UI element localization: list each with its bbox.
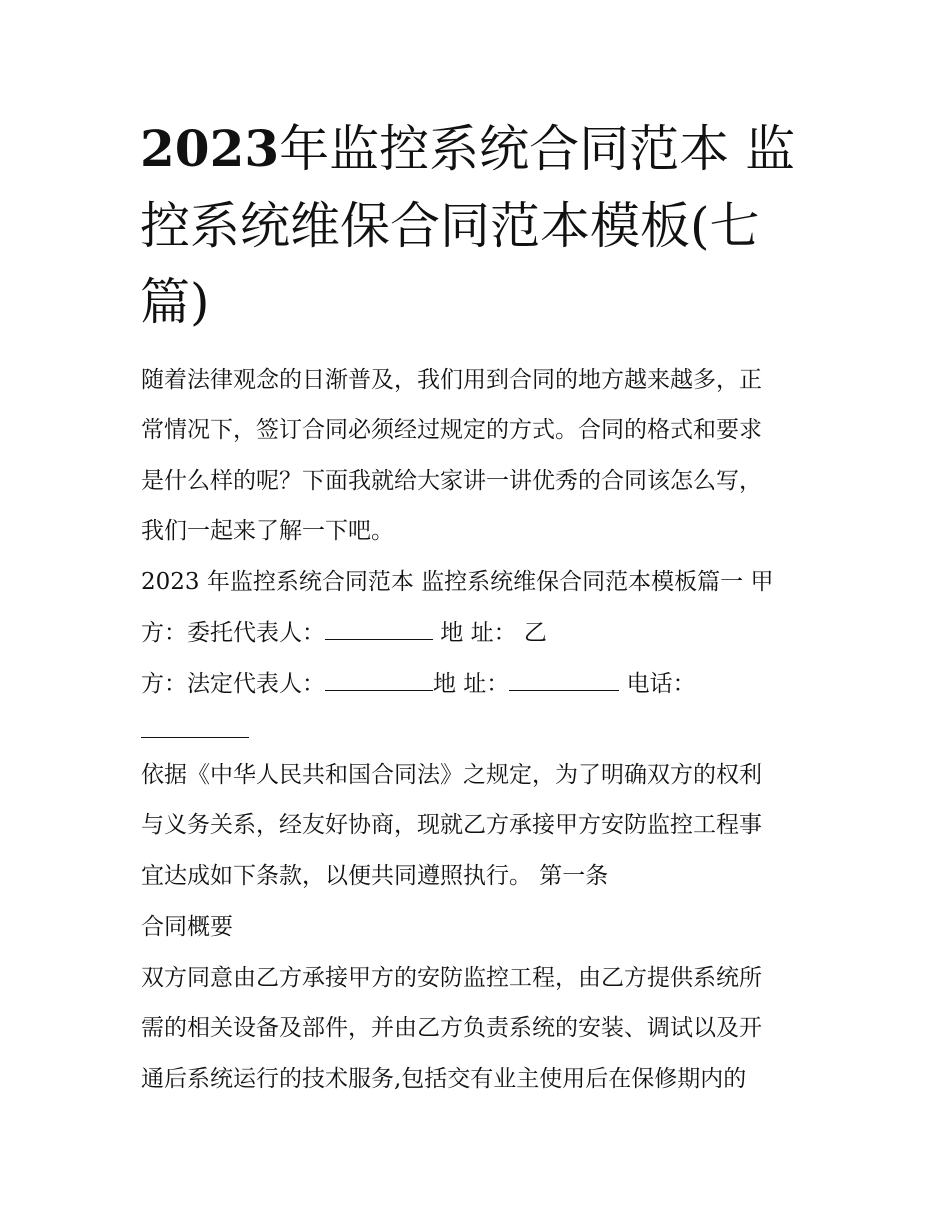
intro-line-2: 常情况下，签订合同必须经过规定的方式。合同的格式和要求 xyxy=(141,417,762,443)
party-a-address-label: 地 址： 乙 xyxy=(433,620,547,646)
party-b-rep-label: 方：法定代表人： xyxy=(141,671,325,697)
article-line-1: 双方同意由乙方承接甲方的安防监控工程，由乙方提供系统所 xyxy=(141,965,762,991)
intro-line-1: 随着法律观念的日渐普及，我们用到合同的地方越来越多，正 xyxy=(141,367,762,393)
party-b-address-blank xyxy=(509,670,619,691)
party-a-rep-label: 方：委托代表人： xyxy=(141,620,325,646)
party-b-address-label: 地 址： xyxy=(433,671,510,697)
party-b-line xyxy=(141,667,696,701)
section-heading: 2023 年监控系统合同范本 监控系统维保合同范本模板篇一 甲 xyxy=(141,569,774,595)
party-b-rep-blank xyxy=(325,670,433,691)
party-a-rep-blank xyxy=(325,619,433,640)
party-b-phone-blank xyxy=(141,718,249,738)
document-title-line-2: 控系统维保合同范本模板(七 xyxy=(140,197,760,255)
party-b-phone-label: 电话： xyxy=(619,671,696,697)
title-text-1: 年监控系统合同范本 监 xyxy=(279,120,796,178)
basis-line-3: 宜达成如下条款，以便共同遵照执行。 第一条 xyxy=(141,863,609,889)
article-line-3: 通后系统运行的技术服务,包括交有业主使用后在保修期内的 xyxy=(141,1066,747,1092)
title-year: 2023 xyxy=(140,119,280,178)
intro-line-4: 我们一起来了解一下吧。 xyxy=(141,518,394,544)
party-a-line xyxy=(141,616,547,650)
basis-line-1: 依据《中华人民共和国合同法》之规定，为了明确双方的权利 xyxy=(141,762,762,788)
basis-line-2: 与义务关系，经友好协商，现就乙方承接甲方安防监控工程事 xyxy=(141,812,762,838)
article-line-2: 需的相关设备及部件，并由乙方负责系统的安装、调试以及开 xyxy=(141,1015,762,1041)
article-heading: 合同概要 xyxy=(141,914,233,940)
intro-line-3: 是什么样的呢？下面我就给大家讲一讲优秀的合同该怎么写， xyxy=(141,468,762,494)
document-title-line-1 xyxy=(140,113,800,185)
document-title-line-3: 篇) xyxy=(140,273,210,331)
